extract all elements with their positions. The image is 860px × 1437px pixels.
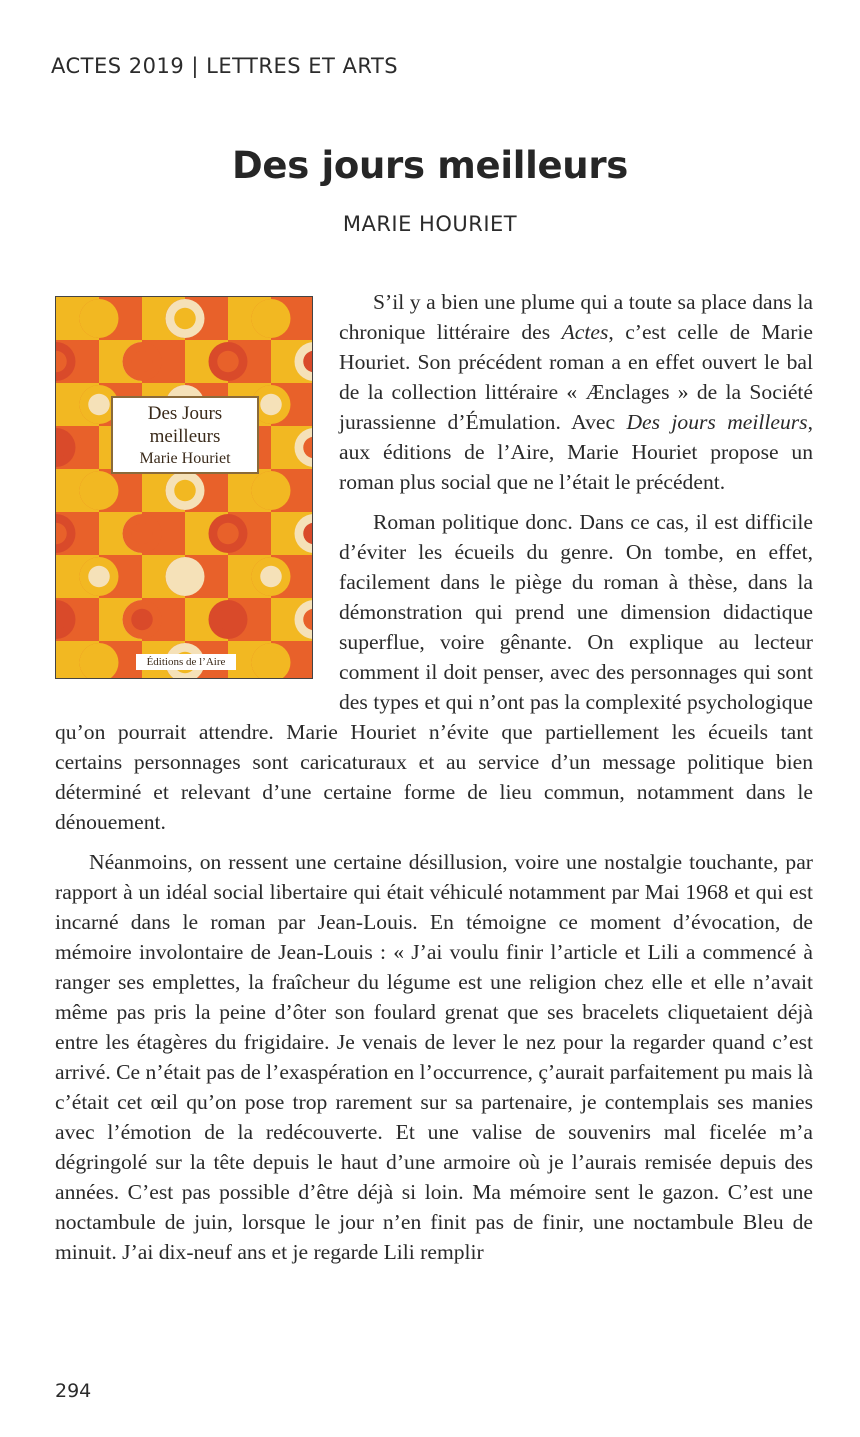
article-author: MARIE HOURIET (342, 212, 518, 236)
p1-text-e: , aux éditions de l’Aire, Marie Houriet propose un roman plus social que ne l’était le précédent. (339, 410, 813, 494)
cover-pattern-inner-circle (217, 609, 239, 631)
cover-pattern-inner-circle (260, 480, 282, 502)
cover-pattern-inner-circle (174, 566, 196, 588)
cover-pattern-inner-circle (260, 566, 282, 588)
cover-pattern-inner-circle (88, 652, 110, 674)
page-number: 294 (55, 1380, 92, 1402)
running-head: ACTES 2019 | LETTRES ET ARTS (51, 54, 399, 78)
book-cover-image (55, 296, 313, 679)
cover-pattern (56, 297, 312, 678)
cover-pattern-inner-circle (260, 308, 282, 330)
cover-pattern-inner-circle (88, 308, 110, 330)
cover-pattern-inner-circle (88, 566, 110, 588)
paragraph-2: Roman politique donc. Dans ce cas, il est difficile d’éviter les écueils du genre. On tombe, en effet, facilement dans le piège du roman à thèse, dans la démonstration qui prend une dimension didactique superflue, voire gênante. On explique au lecteur comment il doit penser, avec des personnages qui sont des types et qui n’ont pas la complexité psychologique qu’on pourrait attendre. Marie Houriet n’évite que partiellement les écueils tant certains personnages sont caricaturaux et au service d’un message politique bien déterminé et relevant d’une certaine forme de lieu commun, notamment dans le dénouement. (55, 510, 813, 834)
cover-pattern-inner-circle (88, 394, 110, 416)
p1-text-c: , c’est celle de Marie Houriet. Son précédent roman a en effet ouvert le bal de la collection littéraire « Ænclages » de la Société jurassienne d’Émulation. Avec (339, 320, 813, 434)
paragraph-3: Néanmoins, on ressent une certaine désillusion, voire une nostalgie touchante, par rapport à un idéal social libertaire qui était véhiculé notamment par Mai 1968 et qui est incarné dans le roman par Jean-Louis. En témoigne ce moment d’évocation, de mémoire involontaire de Jean-Louis : « J’ai voulu finir l’article et Lili a commencé à ranger ses emplettes, la fraîcheur du légume est une religion chez elle et elle n’avait même pas pris la peine d’ôter son foulard grenat que ses bracelets cliquetaient déjà entre les étagères du frigidaire. Je venais de lever le nez pour la regarder quand c’est arrivé. Ce n’était pas de l’exaspération en l’occurrence, ç’aurait parfaitement pu mais là c’était cet œil qu’on pose trop rarement sur sa partenaire, je contemplais ses manies avec l’émotion de la redécouverte. Et une valise de souvenirs mal ficelée m’a dégringolé sur la tête depuis le haut d’une armoire où je l’aurais remisée depuis des années. C’est pas possible d’être déjà si loin. Ma mémoire sent le gazon. C’est une noctambule de juin, lorsque le jour n’en finit pas de finir, une noctambule Bleu de minuit. J’ai dix-neuf ans et je regarde Lili remplir (55, 850, 813, 1264)
cover-pattern-inner-circle (217, 351, 239, 373)
p1-text-a: S’il y a bien une plume qui a toute sa place dans la chronique littéraire des (339, 290, 813, 344)
cover-pattern-inner-circle (131, 523, 153, 545)
p1-italic-actes: Actes (561, 320, 609, 344)
cover-pattern-inner-circle (260, 394, 282, 416)
cover-title-line2: meilleurs (149, 426, 221, 447)
cover-pattern-inner-circle (131, 609, 153, 631)
cover-publisher: Éditions de l’Aire (136, 654, 236, 670)
cover-pattern-inner-circle (174, 480, 196, 502)
cover-pattern-inner-circle (131, 351, 153, 373)
cover-author: Marie Houriet (139, 450, 231, 467)
cover-pattern-inner-circle (88, 480, 110, 502)
article-title: Des jours meilleurs (231, 144, 628, 187)
cover-pattern-inner-circle (174, 308, 196, 330)
p1-italic-book-title: Des jours meilleurs (626, 410, 808, 434)
article-body (55, 287, 813, 1267)
cover-title-label (111, 396, 259, 474)
cover-pattern-inner-circle (217, 523, 239, 545)
cover-title-line1: Des Jours (147, 403, 223, 424)
cover-pattern-inner-circle (260, 652, 282, 674)
